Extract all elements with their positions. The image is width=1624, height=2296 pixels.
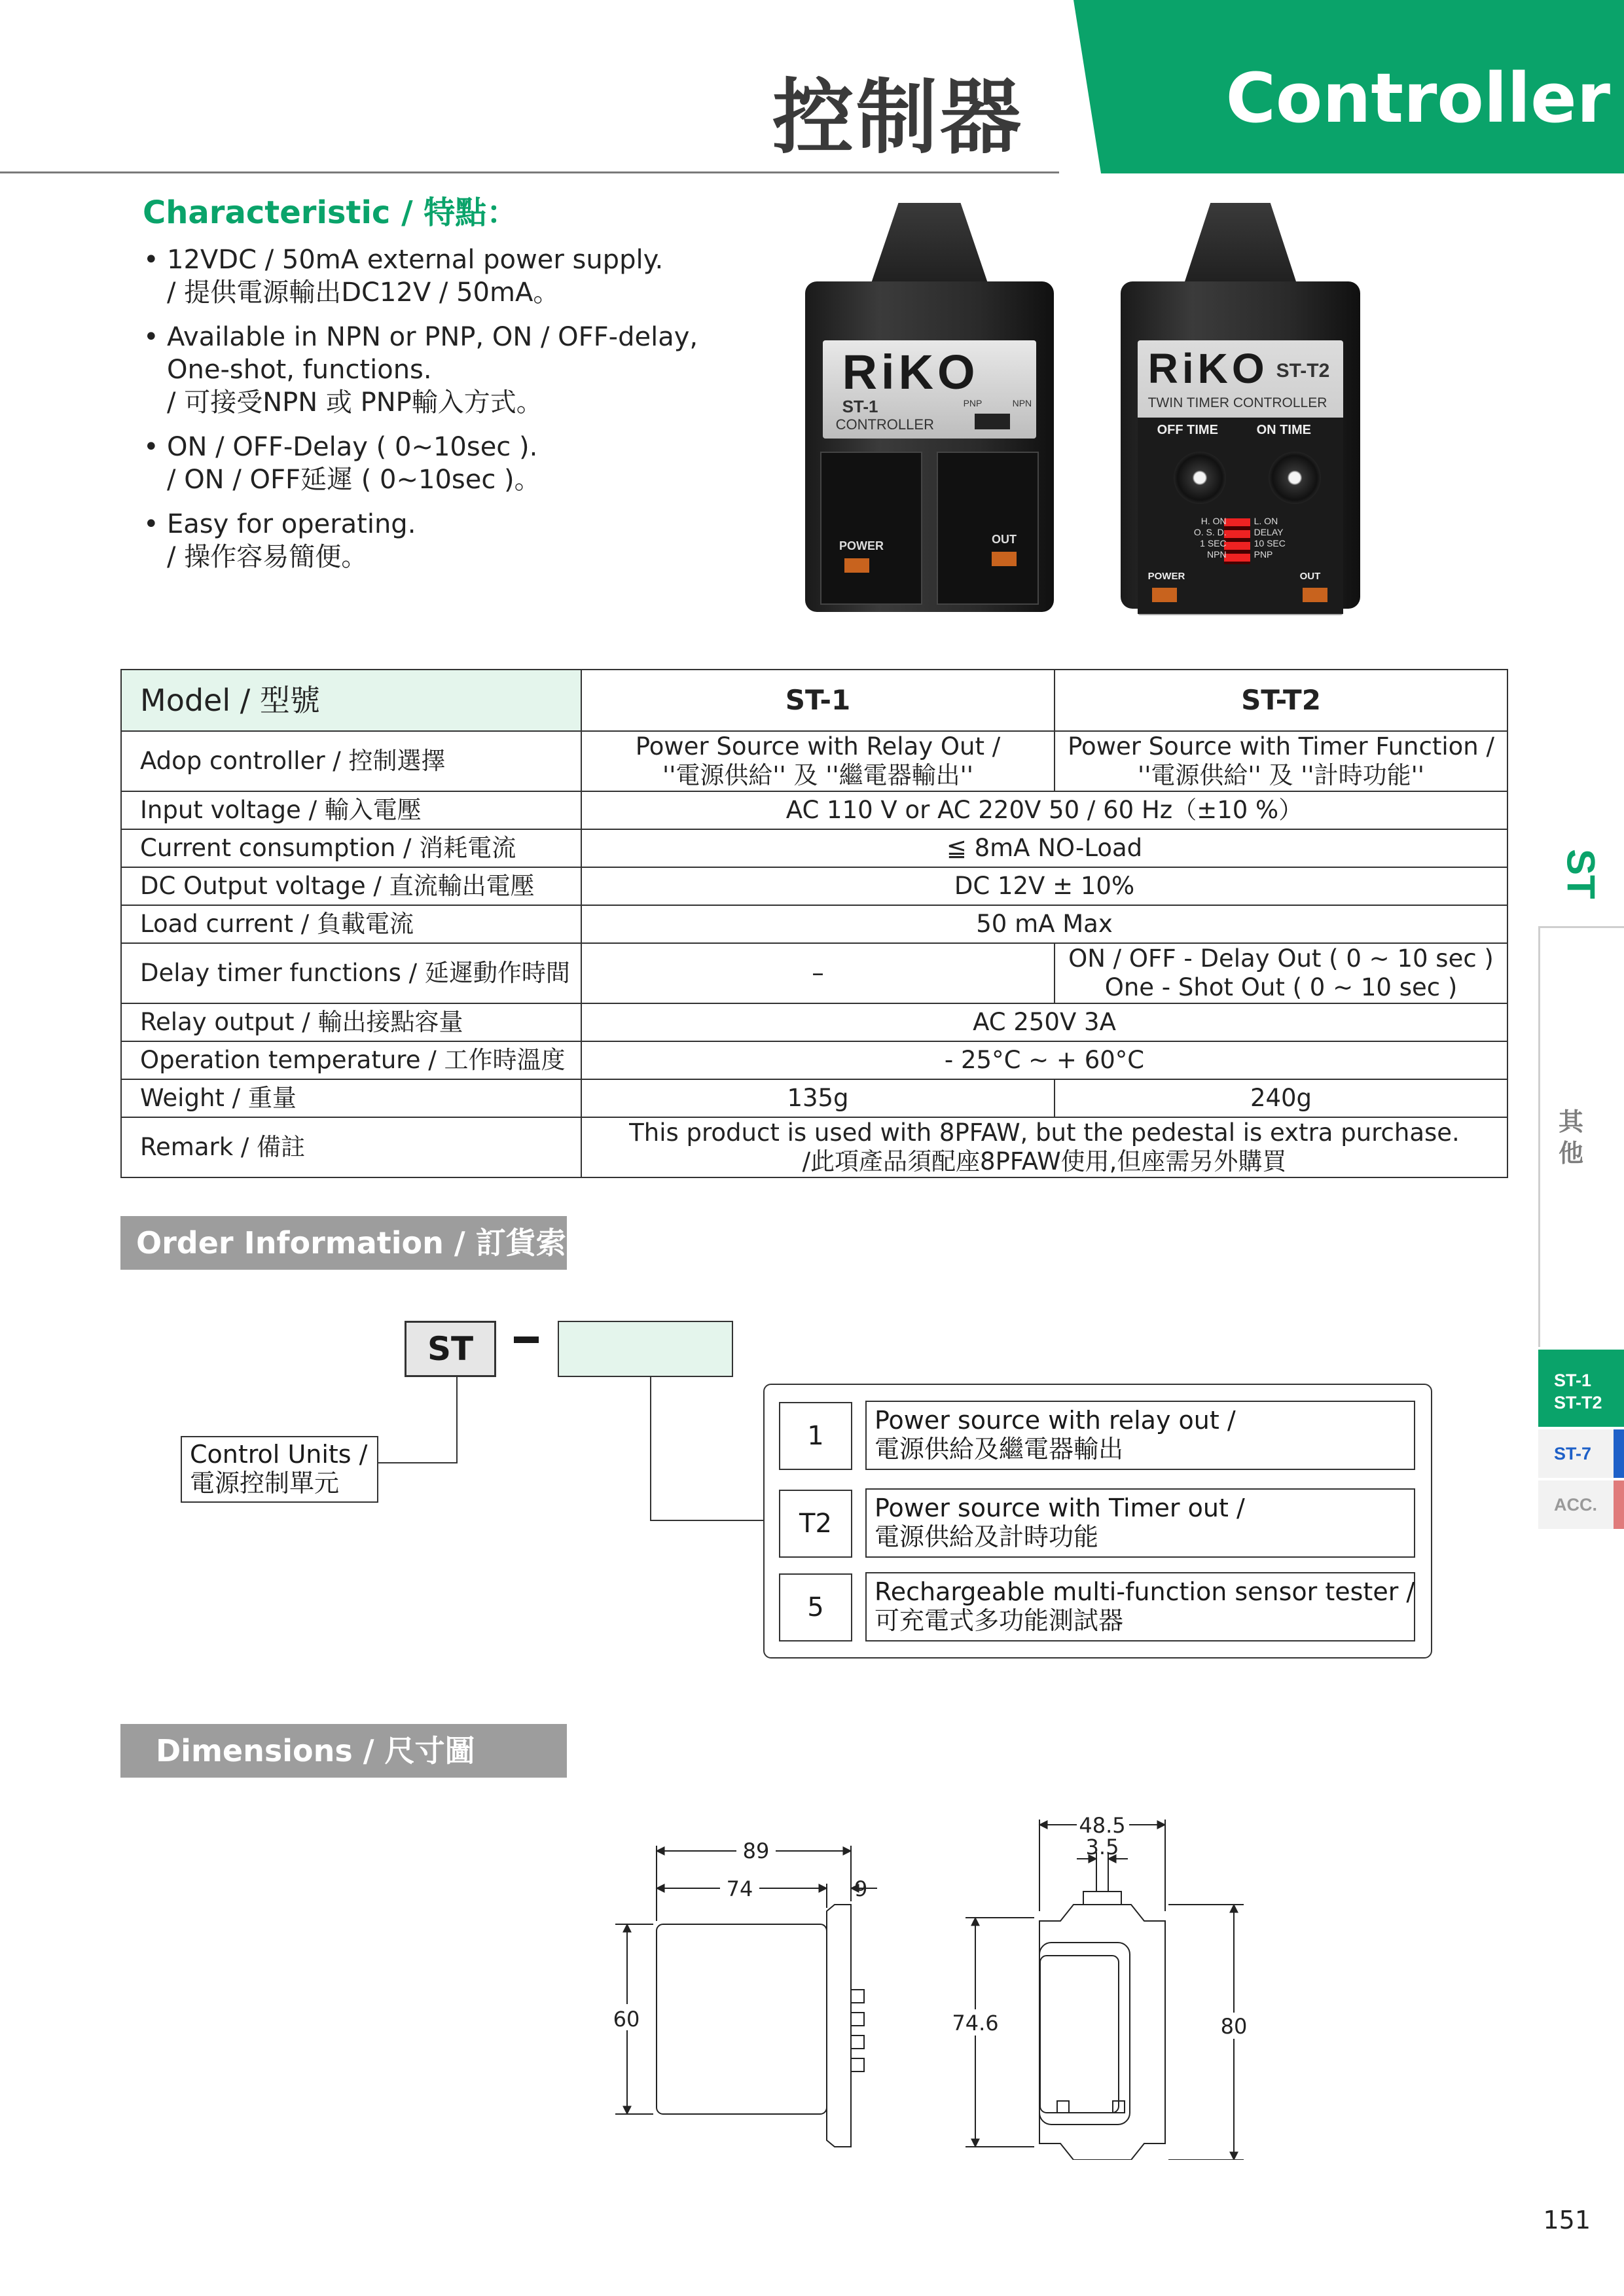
cell-line: This product is used with 8PFAW, but the pedestal is extra purchase.: [629, 1119, 1460, 1147]
table-row: [121, 829, 1507, 867]
dim-label-body: 74: [726, 1876, 753, 1901]
option-text-box: [865, 1488, 1415, 1558]
row-label: Weight / 重量: [121, 1079, 581, 1117]
row-label: Input voltage / 輸入電壓: [121, 791, 581, 829]
dip-label: 1 SEC: [1200, 538, 1227, 548]
side-other-label: [1551, 1106, 1591, 1178]
page-title-en: Controller: [1225, 58, 1610, 138]
photo-dip-left-labels: [1187, 516, 1227, 560]
product-photo-st-t2: [1121, 203, 1360, 609]
front-view-inner: [1040, 1956, 1119, 2113]
option-line: Rechargeable multi-function sensor tester /: [875, 1577, 1415, 1606]
table-row: [121, 731, 1507, 791]
dim-label-total: 89: [742, 1839, 770, 1863]
photo-power-label: POWER: [1147, 571, 1185, 582]
photo-out-led: [1303, 588, 1327, 602]
characteristic-title: Characteristic / 特點：: [143, 194, 518, 231]
bullet-line: • ON / OFF-Delay ( 0~10sec ).: [167, 432, 538, 462]
table-row: [121, 1003, 1507, 1041]
control-units-line: 電源控制單元: [190, 1469, 340, 1498]
dim-label-body-height: 74.6: [952, 2011, 999, 2036]
option-line: Power source with Timer out /: [875, 1494, 1245, 1522]
row-value: 240g: [1055, 1079, 1507, 1117]
row-label: Relay output / 輸出接點容量: [121, 1003, 581, 1041]
dimensions-banner: Dimensions / 尺寸圖 (mm): [120, 1724, 567, 1778]
cell-line: ''電源供給'' 及 ''繼電器輸出'': [662, 761, 973, 789]
row-label: DC Output voltage / 直流輸出電壓: [121, 867, 581, 905]
option-line: 電源供給及繼電器輸出: [875, 1435, 1124, 1463]
row-label: Delay timer functions / 延遲動作時間: [121, 943, 581, 1003]
bullet-line: • Available in NPN or PNP, ON / OFF-delay,: [167, 322, 698, 352]
tab-st7[interactable]: ST-7: [1538, 1429, 1624, 1478]
spec-table: [120, 669, 1508, 1178]
photo-brand-logo: RiKO: [1147, 345, 1269, 392]
option-text-box: [865, 1572, 1415, 1641]
row-label: Operation temperature / 工作時溫度: [121, 1041, 581, 1079]
dip-label: 10 SEC: [1254, 538, 1286, 548]
header-rule: [0, 171, 1059, 173]
side-view-flange: [827, 1905, 851, 2147]
photo-top-socket: [1181, 203, 1301, 295]
photo-off-time-text: OFF TIME: [1157, 423, 1218, 437]
characteristic-item: [141, 508, 730, 573]
order-prefix-box: ST: [405, 1321, 496, 1377]
cell-line: Power Source with Timer Function /: [1068, 732, 1494, 761]
side-view-pin: [851, 1990, 864, 2003]
product-photo-st1: [805, 203, 1054, 612]
photo-label-plate: [823, 340, 1037, 439]
row-value: DC 12V ± 10%: [581, 867, 1507, 905]
row-value: [1055, 731, 1507, 791]
row-value: ≦ 8mA NO-Load: [581, 829, 1507, 867]
connector-line: [378, 1462, 458, 1463]
order-info-banner: Order Information / 訂貨索引: [120, 1216, 567, 1270]
side-other-char: 他: [1558, 1139, 1583, 1168]
dip-label: L. ON: [1254, 516, 1278, 526]
bullet-line: One-shot, functions.: [167, 355, 432, 385]
side-view-pin: [851, 2036, 864, 2049]
table-row: [121, 1117, 1507, 1177]
row-value: AC 110 V or AC 220V 50 / 60 Hz（±10 %）: [581, 791, 1507, 829]
dim-label-front-width: 48.5: [1079, 1813, 1126, 1838]
option-code-box: T2: [779, 1490, 852, 1558]
option-code-box: 1: [779, 1402, 852, 1470]
connector-line: [650, 1520, 765, 1521]
dimension-drawing: [589, 1793, 1309, 2160]
row-label: Load current / 負載電流: [121, 905, 581, 943]
bullet-line: • 12VDC / 50mA external power supply.: [167, 245, 664, 275]
tab-label: ST-T2: [1554, 1393, 1602, 1412]
photo-switch: [975, 414, 1010, 429]
table-row: [121, 943, 1507, 1003]
photo-brand-logo: RiKO: [842, 345, 979, 399]
photo-pnp-text: PNP: [963, 398, 983, 408]
dip-label: NPN: [1207, 549, 1227, 560]
option-line: Power source with relay out /: [875, 1406, 1236, 1435]
photo-out-led: [992, 552, 1017, 566]
photo-control-panel: [1138, 418, 1344, 614]
bullet-line: / ON / OFF延遲 ( 0~10sec )。: [167, 465, 541, 495]
characteristic-item: [141, 431, 730, 496]
table-row: [121, 867, 1507, 905]
page-number: 151: [1543, 2206, 1591, 2234]
front-view-slot: [1083, 1892, 1121, 1905]
option-line: 可充電式多功能測試器: [875, 1606, 1124, 1635]
row-value: 135g: [581, 1079, 1055, 1117]
bullet-line: / 提供電源輸出DC12V / 50mA。: [167, 278, 560, 308]
table-row: [121, 1079, 1507, 1117]
bullet-line: / 操作容易簡便。: [167, 542, 368, 572]
side-other-char: 其: [1558, 1107, 1583, 1136]
dip-label: PNP: [1254, 549, 1273, 560]
dip-label: O. S. D.: [1193, 527, 1227, 537]
characteristic-item: [141, 243, 730, 309]
page-title-cn: 控制器: [772, 71, 1024, 165]
tab-label: ST-1: [1554, 1371, 1592, 1390]
photo-power-label: POWER: [839, 539, 884, 552]
control-units-line: Control Units /: [190, 1440, 368, 1469]
table-header-row: [121, 670, 1507, 731]
row-label: Remark / 備註: [121, 1117, 581, 1177]
dim-label-total-height: 80: [1220, 2014, 1248, 2039]
photo-label-text: CONTROLLER: [835, 416, 934, 433]
option-line: 電源供給及計時功能: [875, 1522, 1099, 1551]
photo-top-socket: [867, 203, 992, 295]
photo-label-text: TWIN TIMER CONTROLLER: [1147, 395, 1327, 410]
photo-window-left: [820, 452, 922, 605]
row-value: [581, 1117, 1507, 1177]
photo-power-led: [844, 558, 869, 573]
table-head-label: Model / 型號: [121, 670, 581, 731]
photo-window-right: [937, 452, 1039, 605]
order-dash: [514, 1336, 539, 1343]
table-row: [121, 905, 1507, 943]
dim-label-flange: 9: [854, 1876, 868, 1901]
photo-off-time-knob: [1174, 452, 1226, 504]
option-text-box: [865, 1401, 1415, 1470]
photo-dip-right-labels: [1254, 516, 1293, 560]
characteristic-list: [141, 243, 730, 585]
side-view-body: [657, 1924, 827, 2114]
connector-line: [650, 1377, 651, 1521]
order-code-box: [558, 1321, 733, 1377]
photo-on-time-knob: [1269, 452, 1321, 504]
cell-line: ''電源供給'' 及 ''計時功能'': [1138, 761, 1424, 789]
photo-out-label: OUT: [1299, 571, 1321, 582]
photo-dip-switch: [1224, 518, 1250, 564]
photo-model-text: ST-T2: [1276, 360, 1330, 382]
side-view-pin: [851, 2058, 864, 2072]
cell-line: /此項產品須配座8PFAW使用,但座需另外購買: [802, 1147, 1287, 1175]
row-label: Current consumption / 消耗電流: [121, 829, 581, 867]
cell-line: One - Shot Out ( 0 ~ 10 sec ): [1104, 973, 1458, 1001]
photo-power-led: [1152, 588, 1177, 602]
photo-model-text: ST-1: [842, 397, 878, 416]
row-value: - 25°C ~ + 60°C: [581, 1041, 1507, 1079]
dip-label: DELAY: [1254, 527, 1284, 537]
table-head-st1: ST-1: [581, 670, 1055, 731]
row-value: –: [581, 943, 1055, 1003]
connector-line: [456, 1377, 458, 1463]
table-head-st-t2: ST-T2: [1055, 670, 1507, 731]
cell-line: ON / OFF - Delay Out ( 0 ~ 10 sec ): [1068, 944, 1494, 973]
characteristic-item: [141, 321, 730, 419]
front-view-face: [1039, 1943, 1130, 2125]
row-value: [1055, 943, 1507, 1003]
front-view-terminal: [1057, 2101, 1069, 2113]
side-section-label: ST: [1559, 848, 1603, 899]
table-row: [121, 791, 1507, 829]
photo-out-label: OUT: [992, 533, 1017, 546]
row-value: 50 mA Max: [581, 905, 1507, 943]
dim-label-height: 60: [613, 2007, 640, 2032]
cell-line: Power Source with Relay Out /: [635, 732, 1001, 761]
dip-label: H. ON: [1200, 516, 1227, 526]
bullet-line: • Easy for operating.: [167, 509, 416, 539]
tab-st1-st-t2[interactable]: [1538, 1350, 1624, 1427]
dim-label-slot: 3.5: [1085, 1835, 1119, 1859]
side-view-pin: [851, 2013, 864, 2026]
table-row: [121, 1041, 1507, 1079]
row-value: AC 250V 3A: [581, 1003, 1507, 1041]
row-label: Adop controller / 控制選擇: [121, 731, 581, 791]
control-units-box: [181, 1436, 378, 1503]
photo-label-plate: [1138, 340, 1344, 615]
bullet-line: / 可接受NPN 或 PNP輸入方式。: [167, 387, 543, 418]
photo-npn-text: NPN: [1012, 398, 1032, 408]
row-value: [581, 731, 1055, 791]
tab-acc[interactable]: ACC.: [1538, 1480, 1624, 1529]
option-code-box: 5: [779, 1573, 852, 1641]
photo-on-time-text: ON TIME: [1256, 423, 1311, 437]
